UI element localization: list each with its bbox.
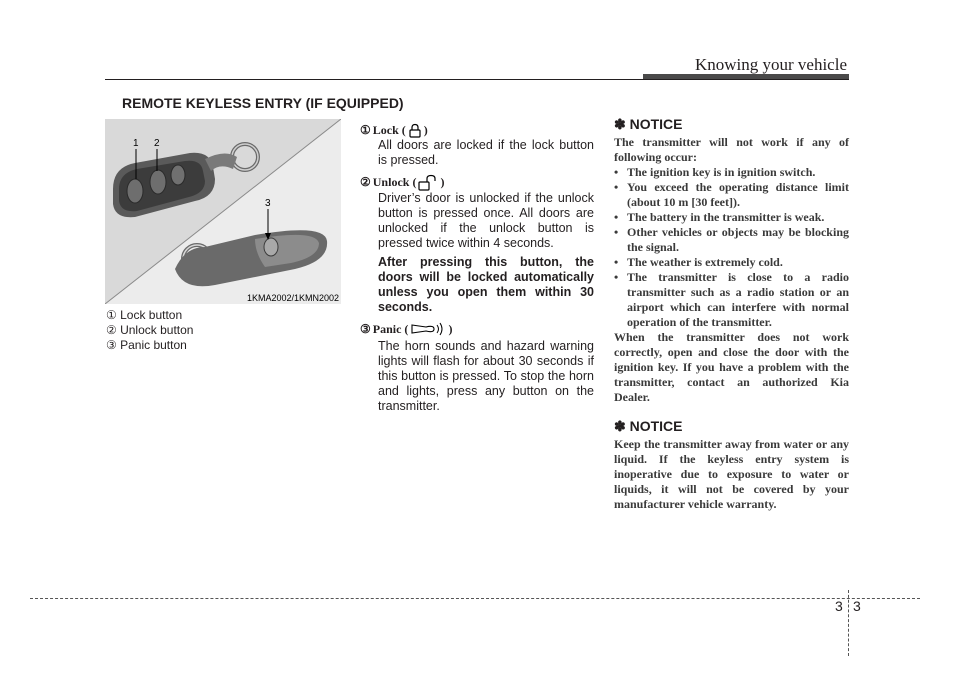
running-header: Knowing your vehicle — [694, 55, 847, 74]
notice-1-intro: The transmitter will not work if any of following occur: — [614, 135, 849, 164]
horn-icon — [410, 321, 446, 337]
panic-heading: ③ Panic ( ) — [360, 321, 453, 336]
unlock-heading: ② Unlock ( ) — [360, 175, 445, 189]
caption-panic: ③ Panic button — [106, 338, 187, 352]
notice-1-item: • The weather is extremely cold. — [614, 255, 849, 270]
unlock-icon — [418, 174, 438, 191]
footer-divider — [848, 590, 849, 656]
figure-code: 1KMA2002/1KMN2002 — [246, 293, 339, 303]
panic-description: The horn sounds and hazard warning lights will flash for about 30 seconds if this button is pressed. To stop the horn and lights, press any button on the transmitter. — [378, 339, 594, 413]
page-number: 3 — [853, 598, 861, 614]
notices-column — [614, 117, 849, 512]
callout-2: 2 — [154, 138, 160, 149]
footer-rule — [30, 598, 920, 599]
unlock-description: Driver’s door is unlocked if the unlock button is pressed once. All doors are unlocked if the unlock button is pressed twice within 4 seconds. — [378, 191, 594, 250]
notice-1-item: • You exceed the operating distance limit (about 10 m [30 feet]). — [614, 180, 849, 210]
caption-lock: ① Lock button — [106, 308, 183, 322]
notice-1-item: • The ignition key is in ignition switch. — [614, 165, 849, 180]
chapter-number: 3 — [835, 598, 843, 614]
notice-1-item: • The battery in the transmitter is weak. — [614, 210, 849, 225]
notice-heading-2: ✽ NOTICE — [614, 418, 683, 434]
caption-unlock: ② Unlock button — [106, 323, 194, 337]
key-fob-illustration — [105, 119, 341, 304]
figure-caption-list — [106, 308, 193, 353]
lock-description: All doors are locked if the lock button is pressed. — [378, 138, 594, 167]
notice-1-list — [614, 165, 849, 330]
callout-1: 1 — [133, 138, 139, 149]
button-descriptions — [360, 123, 594, 414]
section-title: REMOTE KEYLESS ENTRY (IF EQUIPPED) — [122, 95, 404, 111]
notice-1-item: • The transmitter is close to a radio transmitter such as a radio station or an airport which can interfere with normal operation of the transmitter. — [614, 270, 849, 330]
callout-3: 3 — [265, 198, 271, 209]
auto-relock-warning: After pressing this button, the doors will be locked automatically unless you open them within 30 seconds. — [378, 255, 594, 314]
lock-heading: ① Lock ( ) — [360, 123, 428, 137]
notice-2-text: Keep the transmitter away from water or any liquid. If the keyless entry system is inoperative due to exposure to water or liquids, it will not be covered by your manufacturer vehicle warranty. — [614, 437, 849, 511]
header-rule — [105, 79, 849, 80]
lock-icon — [408, 123, 422, 138]
notice-1-item: • Other vehicles or objects may be blocking the signal. — [614, 225, 849, 255]
notice-1-outro: When the transmitter does not work correctly, open and close the door with the ignition key. If you have a problem with the transmitter, contact an authorized Kia Dealer. — [614, 330, 849, 404]
notice-heading-1: ✽ NOTICE — [614, 116, 683, 132]
key-fob-figure — [105, 119, 341, 304]
